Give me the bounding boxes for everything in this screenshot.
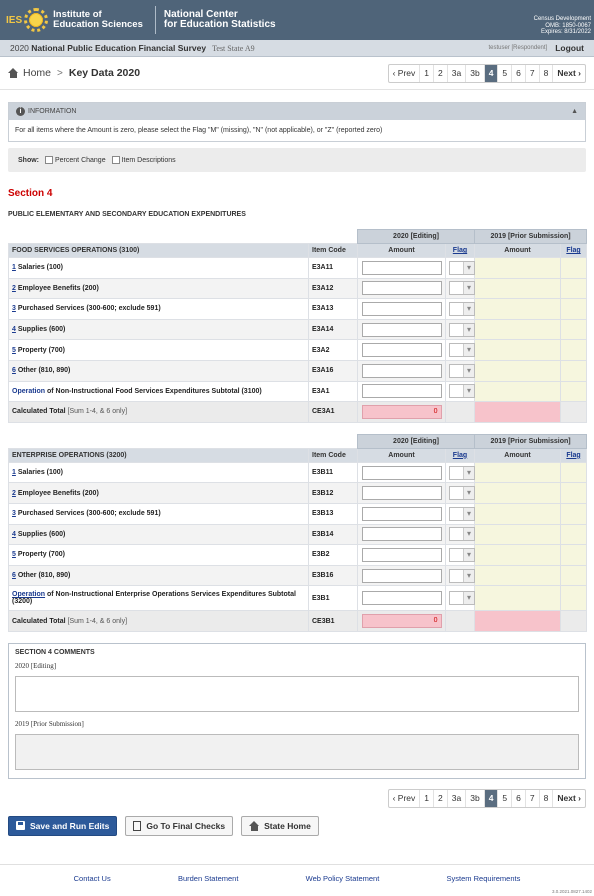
flag-select[interactable]	[449, 486, 475, 500]
flag-select[interactable]	[449, 569, 475, 583]
item-code: E3A11	[309, 258, 358, 279]
prior-amount	[475, 586, 561, 611]
item-code: E3B16	[309, 565, 358, 586]
row-label: 2 Employee Benefits (200)	[9, 278, 309, 299]
flag-select[interactable]	[449, 384, 475, 398]
save-and-run-edits-button[interactable]: Save and Run Edits	[8, 816, 117, 836]
item-code: E3A1	[309, 381, 358, 402]
pager-next[interactable]: Next ›	[557, 68, 581, 78]
amount-input[interactable]	[362, 591, 442, 605]
pager-prev[interactable]: ‹ Prev	[389, 65, 421, 82]
item-descriptions-label: Item Descriptions	[121, 156, 176, 164]
row-label: 6 Other (810, 890)	[9, 360, 309, 381]
table-row	[9, 524, 587, 545]
row-label: 4 Supplies (600)	[9, 524, 309, 545]
percent-change-checkbox[interactable]	[45, 156, 53, 164]
breadcrumb-current: Key Data 2020	[68, 67, 141, 79]
information-title: INFORMATION	[28, 108, 77, 115]
pager-page-4[interactable]: 4	[485, 65, 499, 82]
version-text: 3.0.2021.0827.1402	[551, 889, 592, 894]
section-comments	[8, 643, 586, 779]
pager-page-7[interactable]: 7	[526, 790, 540, 807]
pager-page-3a[interactable]: 3a	[448, 790, 466, 807]
pager-bottom	[388, 789, 586, 808]
prior-amount	[475, 258, 561, 279]
item-code: CE3A1	[309, 402, 358, 423]
calculated-total-value: 0	[362, 614, 442, 628]
item-code: E3B2	[309, 545, 358, 566]
prior-flag	[561, 565, 587, 586]
amount-input[interactable]	[362, 302, 442, 316]
row-label: 3 Purchased Services (300-600; exclude 591)	[9, 299, 309, 320]
pager-page-1[interactable]: 1	[420, 65, 434, 82]
breadcrumb-separator: >	[57, 67, 63, 79]
prior-flag-header-link[interactable]: Flag	[566, 247, 581, 254]
section-title: Section 4	[8, 188, 53, 199]
item-code: CE3B1	[309, 611, 358, 632]
prior-amount	[475, 483, 561, 504]
web-policy-link[interactable]: Web Policy Statement	[305, 874, 380, 883]
prior-calculated-total	[475, 402, 561, 423]
subtotal-label: Operation of Non-Instructional Food Services Expenditures Subtotal (3100)	[9, 381, 309, 402]
survey-title: 2020 National Public Education Financial Survey	[10, 43, 207, 53]
section-subtitle: PUBLIC ELEMENTARY AND SECONDARY EDUCATION EXPENDITURES	[8, 211, 246, 218]
row-number-link[interactable]: 6	[12, 572, 16, 580]
table-row	[9, 565, 587, 586]
item-code: E3B1	[309, 586, 358, 611]
row-number-link[interactable]: 1	[12, 469, 16, 477]
ies-abbr: IES	[6, 14, 23, 26]
prior-amount	[475, 524, 561, 545]
ies-logo[interactable]	[6, 8, 143, 32]
information-header[interactable]	[9, 103, 585, 120]
subtotal-row	[9, 381, 587, 402]
pager-page-8[interactable]: 8	[540, 790, 554, 807]
prior-amount-header: Amount	[475, 244, 561, 258]
pager-page-3a[interactable]: 3a	[448, 65, 466, 82]
prior-amount	[475, 299, 561, 320]
amount-input[interactable]	[362, 364, 442, 378]
flag-header-link[interactable]: Flag	[452, 247, 468, 254]
prior-flag	[561, 483, 587, 504]
row-number-link[interactable]: 5	[12, 551, 16, 559]
prior-flag-header-link[interactable]: Flag	[566, 451, 581, 459]
flag-select[interactable]	[449, 548, 475, 562]
prior-flag	[561, 319, 587, 340]
prior-flag	[561, 360, 587, 381]
prior-flag	[561, 258, 587, 279]
prior-amount	[475, 319, 561, 340]
item-code: E3B13	[309, 503, 358, 524]
pager-page-5[interactable]: 5	[498, 65, 512, 82]
flag-select[interactable]	[449, 364, 475, 378]
amount-input[interactable]	[362, 548, 442, 562]
operation-link[interactable]: Operation	[12, 591, 46, 599]
row-label: 4 Supplies (600)	[9, 319, 309, 340]
checklist-icon	[133, 821, 141, 831]
amount-input[interactable]	[362, 384, 442, 398]
calculated-total-label: Calculated Total [Sum 1-4, & 6 only]	[9, 611, 309, 632]
site-header	[0, 0, 594, 40]
item-code: E3A14	[309, 319, 358, 340]
prior-amount	[475, 360, 561, 381]
item-code: E3A13	[309, 299, 358, 320]
amount-input[interactable]	[362, 466, 442, 480]
item-code: E3B14	[309, 524, 358, 545]
row-label: 6 Other (810, 890)	[9, 565, 309, 586]
table-row	[9, 258, 587, 279]
amount-input[interactable]	[362, 261, 442, 275]
pager-page-1[interactable]: 1	[420, 790, 434, 807]
row-number-link[interactable]: 2	[12, 489, 16, 497]
home-icon	[249, 821, 260, 831]
table-row	[9, 483, 587, 504]
enterprise-title: ENTERPRISE OPERATIONS (3200)	[9, 448, 309, 462]
row-number-link[interactable]: 4	[12, 530, 16, 538]
prior-flag	[561, 586, 587, 611]
table-row	[9, 545, 587, 566]
row-number-link[interactable]: 2	[12, 284, 16, 292]
action-buttons	[0, 816, 594, 836]
prior-flag	[561, 299, 587, 320]
prior-year-header: 2019 [Prior Submission]	[475, 230, 587, 244]
table-row	[9, 278, 587, 299]
prior-amount	[475, 565, 561, 586]
contact-us-link[interactable]: Contact Us	[73, 874, 111, 883]
pager-page-2[interactable]: 2	[434, 790, 448, 807]
state-name: Test State A9	[212, 43, 255, 53]
percent-change-label: Percent Change	[55, 156, 106, 164]
prior-amount	[475, 278, 561, 299]
pager-page-2[interactable]: 2	[434, 65, 448, 82]
pager-page-4[interactable]: 4	[485, 790, 499, 807]
prior-flag	[561, 545, 587, 566]
header-divider	[155, 6, 156, 34]
item-code: E3A16	[309, 360, 358, 381]
flag-select[interactable]	[449, 466, 475, 480]
pager-prev[interactable]: ‹ Prev	[389, 790, 421, 807]
row-number-link[interactable]: 3	[12, 510, 16, 518]
subtotal-label: Operation of Non-Instructional Enterprise Operations Services Expenditures Subtotal (3200)	[9, 586, 309, 611]
row-label: 2 Employee Benefits (200)	[9, 483, 309, 504]
enterprise-table	[8, 434, 587, 632]
logout-link[interactable]: Logout	[555, 43, 584, 53]
prior-comment-textarea	[15, 734, 579, 770]
calculated-total-value: 0	[362, 405, 442, 419]
amount-input[interactable]	[362, 527, 442, 541]
prior-amount	[475, 545, 561, 566]
sun-logo-icon	[24, 8, 48, 32]
row-label: 1 Salaries (100)	[9, 258, 309, 279]
prior-amount	[475, 462, 561, 483]
item-code-header: Item Code	[309, 448, 358, 462]
item-code: E3B12	[309, 483, 358, 504]
prior-amount	[475, 340, 561, 361]
amount-input[interactable]	[362, 569, 442, 583]
item-descriptions-checkbox[interactable]	[112, 156, 120, 164]
table-row	[9, 319, 587, 340]
amount-input[interactable]	[362, 343, 442, 357]
information-text: For all items where the Amount is zero, please select the Flag "M" (missing), "N" (not applicable), or "Z" (reported zero)	[15, 127, 383, 134]
home-icon[interactable]	[8, 68, 19, 78]
food-services-table	[8, 229, 587, 423]
row-label: 1 Salaries (100)	[9, 462, 309, 483]
item-code-header: Item Code	[309, 244, 358, 258]
flag-select[interactable]	[449, 323, 475, 337]
calculated-total-label: Calculated Total [Sum 1-4, & 6 only]	[9, 402, 309, 423]
amount-input[interactable]	[362, 323, 442, 337]
row-number-link[interactable]: 3	[12, 305, 16, 313]
prior-flag	[561, 503, 587, 524]
pager-page-3b[interactable]: 3b	[466, 65, 484, 82]
current-year-header: 2020 [Editing]	[358, 434, 475, 448]
row-label: 5 Property (700)	[9, 340, 309, 361]
flag-select[interactable]	[449, 343, 475, 357]
state-home-button[interactable]: State Home	[241, 816, 319, 836]
nces-logo[interactable]: National Center for Education Statistics	[163, 8, 276, 30]
survey-bar	[0, 40, 594, 57]
operation-link[interactable]: Operation	[12, 387, 46, 395]
show-options	[8, 148, 586, 172]
calculated-total-row	[9, 402, 587, 423]
row-label: 3 Purchased Services (300-600; exclude 591)	[9, 503, 309, 524]
system-requirements-link[interactable]: System Requirements	[446, 874, 521, 883]
table-row	[9, 299, 587, 320]
collapse-caret-icon[interactable]: ▲	[571, 108, 578, 115]
prior-flag	[561, 340, 587, 361]
flag-select[interactable]	[449, 261, 475, 275]
flag-select[interactable]	[449, 507, 475, 521]
pager-page-6[interactable]: 6	[512, 65, 526, 82]
item-code: E3A12	[309, 278, 358, 299]
row-number-link[interactable]: 1	[12, 264, 16, 272]
subtotal-row	[9, 586, 587, 611]
row-number-link[interactable]: 4	[12, 326, 16, 334]
table-row	[9, 462, 587, 483]
amount-input[interactable]	[362, 486, 442, 500]
food-services-title: FOOD SERVICES OPERATIONS (3100)	[9, 244, 309, 258]
breadcrumb-home[interactable]: Home	[23, 67, 52, 79]
prior-year-header: 2019 [Prior Submission]	[475, 434, 587, 448]
prior-amount	[475, 503, 561, 524]
prior-comment-label: 2019 [Prior Submission]	[15, 719, 84, 728]
go-to-final-checks-button[interactable]: Go To Final Checks	[125, 816, 233, 836]
burden-statement-link[interactable]: Burden Statement	[177, 874, 239, 883]
amount-header: Amount	[358, 244, 446, 258]
prior-flag	[561, 381, 587, 402]
amount-header: Amount	[358, 448, 446, 462]
flag-select[interactable]	[449, 281, 475, 295]
prior-calculated-total	[475, 611, 561, 632]
pager-page-7[interactable]: 7	[526, 65, 540, 82]
item-code: E3B11	[309, 462, 358, 483]
show-label: Show:	[18, 156, 39, 164]
flag-select[interactable]	[449, 527, 475, 541]
flag-header-link[interactable]: Flag	[452, 451, 468, 459]
prior-flag	[561, 278, 587, 299]
flag-select[interactable]	[449, 302, 475, 316]
footer	[0, 864, 594, 896]
table-row	[9, 340, 587, 361]
row-label: 5 Property (700)	[9, 545, 309, 566]
pager-top	[388, 64, 586, 83]
item-code: E3A2	[309, 340, 358, 361]
prior-amount	[475, 381, 561, 402]
current-comment-textarea[interactable]	[15, 676, 579, 712]
calculated-total-row	[9, 611, 587, 632]
info-icon: i	[16, 107, 25, 116]
pager-page-3b[interactable]: 3b	[466, 790, 484, 807]
pager-page-5[interactable]: 5	[498, 790, 512, 807]
pager-next[interactable]: Next ›	[557, 793, 581, 804]
omb-info: Census Development OMB: 1850-0067 Expires: 8/31/2022	[533, 16, 591, 35]
row-number-link[interactable]: 6	[12, 367, 16, 375]
table-row	[9, 503, 587, 524]
pager-page-8[interactable]: 8	[540, 65, 554, 82]
current-year-header: 2020 [Editing]	[358, 230, 475, 244]
information-panel	[8, 102, 586, 142]
flag-select[interactable]	[449, 591, 475, 605]
current-comment-label: 2020 [Editing]	[15, 661, 57, 670]
amount-input[interactable]	[362, 507, 442, 521]
prior-flag	[561, 524, 587, 545]
ies-name: Institute of Education Sciences	[53, 9, 143, 30]
user-name: testuser [Respondent]	[488, 45, 548, 51]
prior-flag	[561, 462, 587, 483]
comments-title: SECTION 4 COMMENTS	[15, 648, 95, 656]
table-row	[9, 360, 587, 381]
amount-input[interactable]	[362, 281, 442, 295]
breadcrumb	[0, 57, 594, 90]
pager-page-6[interactable]: 6	[512, 790, 526, 807]
save-icon	[16, 821, 25, 830]
prior-amount-header: Amount	[475, 448, 561, 462]
row-number-link[interactable]: 5	[12, 346, 16, 354]
